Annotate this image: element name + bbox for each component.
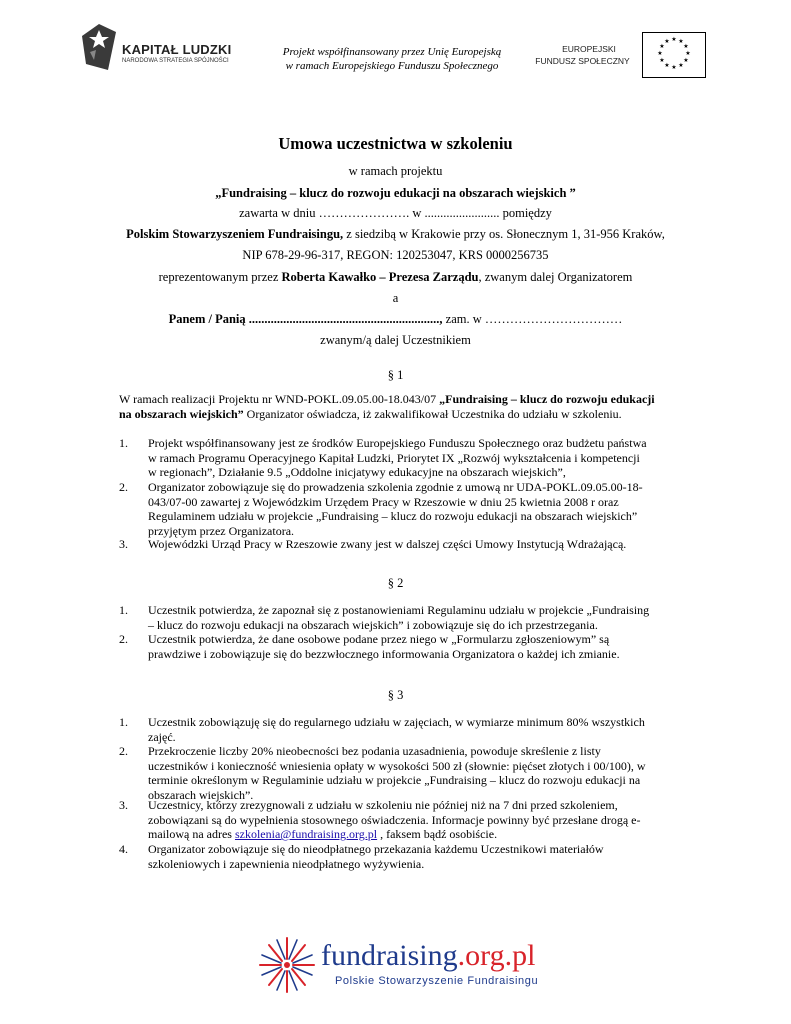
s1-item-2-line-2: 043/07-00 zawartej z Wojewódzkim Urzędem Pracy w Rzeszowie w dniu 25 kwietnia 2008 r oraz [148,494,619,509]
s1-item-3-line-1: Wojewódzki Urząd Pracy w Rzeszowie zwany jest w dalszej części Umowy Instytucją Wdrażającą. [148,537,627,551]
participant-name: Panem / Panią ............................................................., [168,312,443,326]
footer-logo [255,935,555,995]
intro-organizer-ids: NIP 678-29-96-317, REGON: 120253047, KRS 0000256735 [242,248,549,262]
s1-para-post: Organizator oświadcza, iż zakwalifikował Uczestnika do udziału w szkoleniu. [243,407,622,421]
s1-item-1-line-1: Projekt współfinansowany jest ze środków Europejskiego Funduszu Społecznego oraz budżetu państwa [148,436,647,450]
kapital-ludzki-title: KAPITAŁ LUDZKI [122,42,232,57]
representative-name: Roberta Kawałko – Prezesa Zarządu [281,270,479,284]
document-title: Umowa uczestnictwa w szkoleniu [278,134,513,153]
header [0,0,791,95]
s1-para-bold-2: na obszarach wiejskich” [119,407,244,421]
s3-email-pre: mailową na adres [148,827,235,841]
kapital-ludzki-emblem-icon [82,24,116,70]
cofinanced-line-1: Projekt współfinansowany przez Unię Europejską [282,46,502,58]
kapital-ludzki-logo [82,24,252,74]
svg-text:★: ★ [659,57,665,64]
s1-item-3-number: 3. [119,537,128,551]
intro-representative [0,270,791,285]
s3-item-2-line-1: Przekroczenie liczby 20% nieobecności bez podania uzasadnienia, powoduje skreślenie z listy [148,744,601,758]
participant-address: zam. w …………………………… [442,312,623,326]
s3-item-4-line-1: Organizator zobowiązuje się do nieodpłatnego przekazania każdemu Uczestnikowi materiałów [148,842,604,856]
s1-item-1-number: 1. [119,436,128,450]
intro-organizer-address [0,227,791,242]
s3-item-1-line-1: Uczestnik zobowiązuję się do regularnego udziału w zajęciach, w wymiarze minimum 80% wszystkich [148,715,645,729]
svg-text:★: ★ [678,62,684,69]
fundraising-starburst-icon [255,935,319,995]
contact-email-link[interactable]: szkolenia@fundraising.org.pl [234,827,378,841]
svg-text:★: ★ [657,50,663,57]
s2-item-1-number: 1. [119,603,128,617]
s3-email-post: , faksem bądź osobiście. [377,827,498,841]
intro-line-1: w ramach projektu [348,164,443,178]
kapital-ludzki-subtitle: NARODOWA STRATEGIA SPÓJNOŚCI [122,58,229,64]
s1-item-2-number: 2. [119,480,128,494]
s3-item-2-line-2: uczestników i konieczność wniesienia opłaty w wysokości 500 zł (słownie: pięćset złotych i 00/100), w [148,758,646,773]
s3-item-1-number: 1. [119,715,128,729]
s2-item-1-line-1: Uczestnik potwierdza, że zapoznał się z postanowieniami Regulaminu udziału w projekcie „Fundraising [148,603,650,617]
intro-project-name: „Fundraising – klucz do rozwoju edukacji na obszarach wiejskich ” [215,186,576,200]
efs-line-1: EUROPEJSKI [562,44,616,54]
svg-text:★: ★ [685,50,691,57]
organizer-address: z siedzibą w Krakowie przy os. Słonecznym 1, 31-956 Kraków, [343,227,665,241]
s1-para-pre: W ramach realizacji Projektu nr WND-POKL.09.05.00-18.043/07 [119,392,440,406]
s2-item-1-line-2: – klucz do rozwoju edukacji na obszarach wiejskich” i zobowiązuje się do ich przestrzegania. [148,617,598,632]
s3-item-2-line-4: obszarach wiejskich”. [148,787,254,802]
s3-item-4-number: 4. [119,842,128,856]
svg-text:★: ★ [664,38,670,45]
s3-item-3-email-line [148,827,497,842]
representative-post: , zwanym dalej Organizatorem [478,270,633,284]
organizer-name: Polskim Stowarzyszeniem Fundraisingu, [126,227,344,241]
s3-item-4-line-2: szkoleniowych i zapewnienia nieodpłatnego wyżywienia. [148,856,425,871]
efs-line-2: FUNDUSZ SPOŁECZNY [535,56,630,66]
svg-text:★: ★ [664,62,670,69]
s1-item-1-line-3: w regionach”, Działanie 9.5 „Oddolne inicjatywy edukacyjne na obszarach wiejskich”, [148,465,566,480]
intro-participant [0,312,791,327]
s3-item-3-line-1: Uczestnicy, którzy zrezygnowali z udziału w szkoleniu nie później niż na 7 dni przed szkoleniem, [148,798,618,812]
section-3-heading: § 3 [387,688,404,702]
s2-item-2-line-1: Uczestnik potwierdza, że dane osobowe podane przez niego w „Formularzu zgłoszeniowym” są [148,632,610,646]
svg-text:★: ★ [671,64,677,71]
s3-item-1-line-2: zajęć. [148,729,176,744]
section-2-heading: § 2 [387,576,404,590]
svg-text:★: ★ [659,43,665,50]
s3-item-2-line-3: terminie określonym w Regulaminie udziału w projekcie „Fundraising – klucz do rozwoju edukacji na [148,773,641,788]
s1-item-2-line-1: Organizator zobowiązuje się do prowadzenia szkolenia zgodnie z umową nr UDA-POKL.09.05.00-18- [148,480,643,494]
intro-and: a [392,291,399,305]
s1-item-2-line-3: Regulaminem udziału w projekcie „Fundraising – klucz do rozwoju edukacji na obszarach wiejskich” [148,509,638,524]
svg-text:★: ★ [678,38,684,45]
s3-item-3-number: 3. [119,798,128,812]
representative-pre: reprezentowanym przez [158,270,282,284]
intro-contract-date: zawarta w dniu …………………. w ........................ pomiędzy [239,206,552,220]
footer-brand-main: fundraising [321,939,458,972]
s1-para-bold-1: „Fundraising – klucz do rozwoju edukacji [439,392,655,406]
eu-flag-icon [642,32,706,78]
cofinanced-line-2: w ramach Europejskiego Funduszu Społecznego [285,60,499,72]
footer-brand-subtitle: Polskie Stowarzyszenie Fundraisingu [335,975,539,987]
s2-item-2-line-2: prawdziwe i zobowiązuje się do bezzwłocznego informowania Organizatora o każdej ich zmianie. [148,646,620,661]
svg-text:★: ★ [683,57,689,64]
s1-item-2-line-4: przyjętym przez Organizatora. [148,523,295,538]
s1-item-1-line-2: w ramach Programu Operacyjnego Kapitał Ludzki, Priorytet IX „Rozwój wykształcenia i kompetencji [148,450,640,465]
section-1-heading: § 1 [387,368,404,382]
intro-participant-role: zwanym/ą dalej Uczestnikiem [320,333,471,347]
s2-item-2-number: 2. [119,632,128,646]
svg-text:★: ★ [683,43,689,50]
footer-brand-tld: .org.pl [457,939,536,972]
footer-brand [321,939,535,973]
s3-item-2-number: 2. [119,744,128,758]
section-1-paragraph [119,392,679,422]
s3-item-3-line-2: zobowiązani są do wypełnienia stosownego oświadczenia. Informacje powinny być przesłane drogą e- [148,812,641,827]
svg-text:★: ★ [671,36,677,43]
